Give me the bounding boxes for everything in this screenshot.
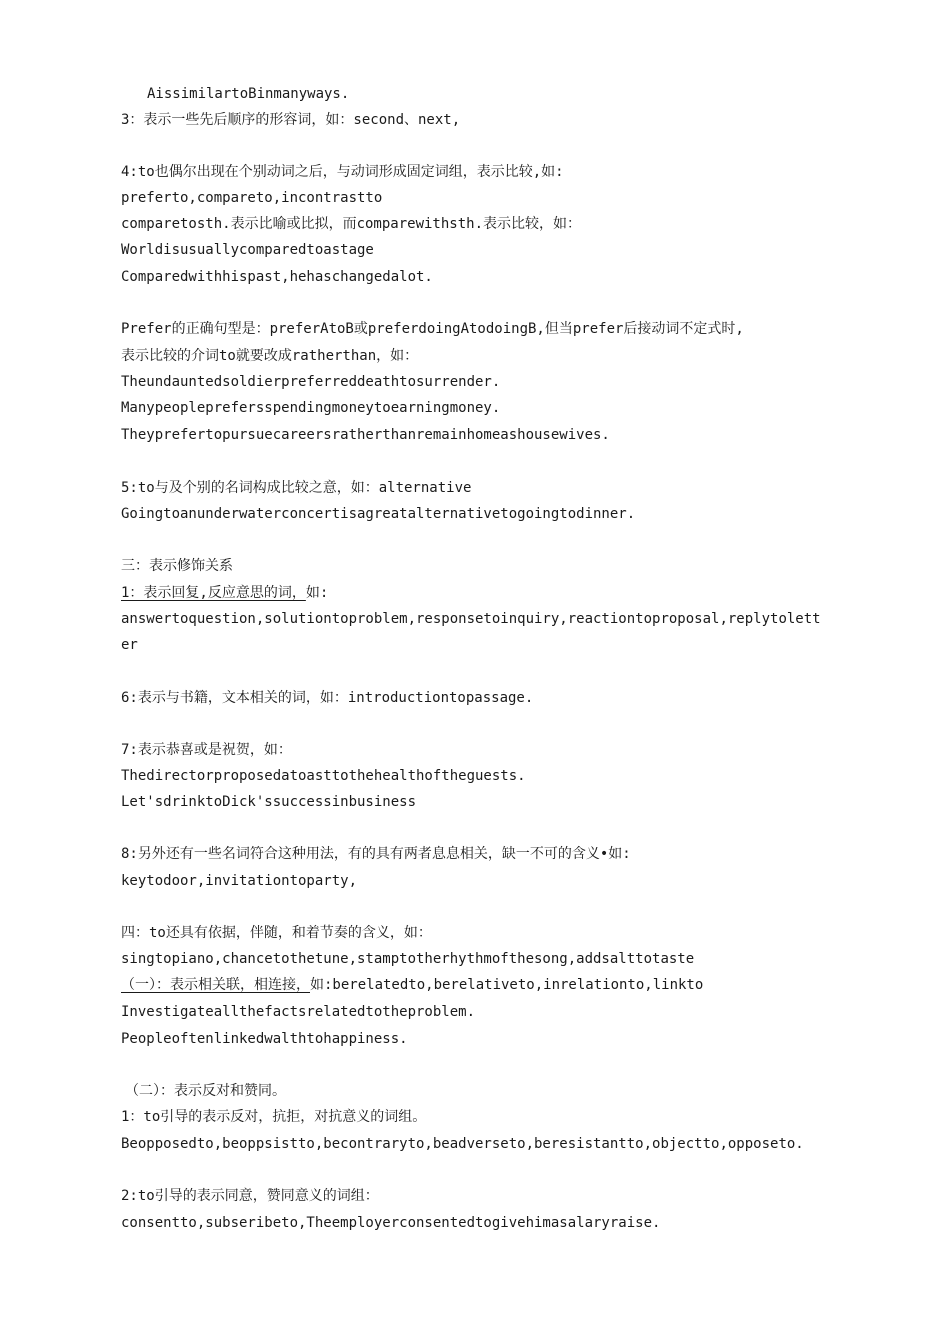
text-line: answertoquestion,solutiontoproblem,responsetoinquiry,reactiontoproposal,replytolett — [121, 611, 821, 627]
text-line: 3：表示一些先后顺序的形容词，如：second、next, — [121, 112, 461, 128]
text-line: Manypeopleprefersspendingmoneytoearningmoney. — [121, 400, 501, 416]
section-heading: 三：表示修饰关系 — [121, 558, 233, 574]
text-line: Worldisusuallycomparedtoastage — [121, 242, 374, 258]
text-line: preferto,compareto,incontrastto — [121, 190, 383, 206]
text-line: Peopleoftenlinkedwalthtohappiness. — [121, 1031, 408, 1047]
text-line: 1：to引导的表示反对，抗拒，对抗意义的词组。 — [121, 1109, 427, 1125]
subsection-heading: （二）：表示反对和赞同。 — [125, 1083, 286, 1099]
text-line: 6:表示与书籍，文本相关的词，如：introductiontopassage. — [121, 690, 534, 706]
text-line: 4:to也偶尔出现在个别动词之后，与动词形成固定词组，表示比较,如: — [121, 164, 564, 180]
text-line: Let'sdrinktoDick'ssuccessinbusiness — [121, 794, 417, 810]
text-line: 2:to引导的表示同意，赞同意义的词组： — [121, 1188, 379, 1204]
underlined-phrase: （一）：表示相关联，相连接， — [121, 977, 310, 993]
text-fragment: 如:berelatedto,berelativeto,inrelationto,linkto — [310, 977, 704, 993]
underlined-phrase: 1：表示回复,反应意思的词， — [121, 585, 306, 601]
text-line: Goingtoanunderwaterconcertisagreatalternativetogoingtodinner. — [121, 506, 636, 522]
text-line — [121, 584, 328, 602]
text-line: Beopposedto,beoppsistto,becontraryto,beadverseto,beresistantto,objectto,opposeto. — [121, 1136, 804, 1152]
text-line: 7:表示恭喜或是祝贺，如： — [121, 742, 292, 758]
text-line: Thedirectorproposedatoasttothehealthoftheguests. — [121, 768, 526, 784]
text-line: er — [121, 637, 138, 653]
text-line — [121, 976, 703, 994]
text-line: Comparedwithhispast,hehaschangedalot. — [121, 269, 433, 285]
text-line: 8:另外还有一些名词符合这种用法，有的具有两者息息相关，缺一不可的含义•如: — [121, 846, 631, 862]
text-line: consentto,subseribeto,Theemployerconsentedtogivehimasalaryraise. — [121, 1215, 661, 1231]
text-line: keytodoor,invitationtoparty, — [121, 873, 358, 889]
text-fragment: 如: — [305, 585, 329, 601]
text-line: Prefer的正确句型是：preferAtoB或preferdoingAtodoingB,但当prefer后接动词不定式时, — [121, 321, 744, 337]
text-line: Theyprefertopursuecareersratherthanremainhomeashousewives. — [121, 427, 610, 443]
text-line: Theundauntedsoldierpreferreddeathtosurrender. — [121, 374, 501, 390]
text-line: Investigateallthefactsrelatedtotheproblem. — [121, 1004, 476, 1020]
text-line: comparetosth.表示比喻或比拟，而comparewithsth.表示比较，如： — [121, 216, 582, 232]
text-line: 5:to与及个别的名词构成比较之意，如：alternative — [121, 480, 472, 496]
text-line: singtopiano,chancetothetune,stamptotherhythmofthesong,addsalttotaste — [121, 951, 695, 967]
text-line: 表示比较的介词to就要改成ratherthan，如： — [121, 348, 419, 364]
text-line: AissimilartoBinmanyways. — [147, 86, 350, 102]
text-line: 四：to还具有依据，伴随，和着节奏的含义，如： — [121, 925, 432, 941]
